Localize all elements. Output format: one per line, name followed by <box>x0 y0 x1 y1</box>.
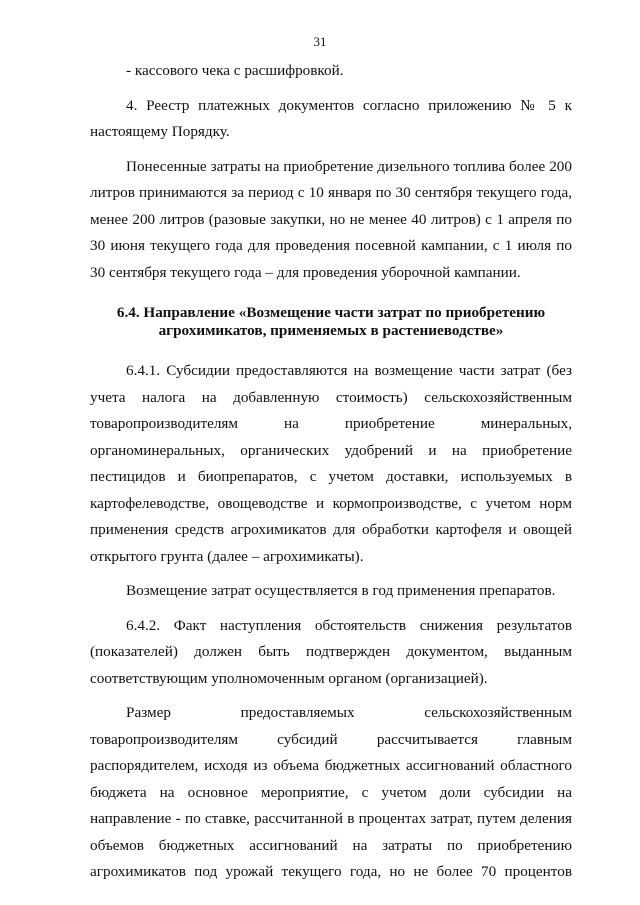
section-heading-line-2: агрохимикатов, применяемых в растениеводстве» <box>158 322 504 339</box>
document-body <box>90 56 572 894</box>
paragraph-reimbursement-year: Возмещение затрат осуществляется в год применения препаратов. <box>126 582 556 599</box>
page-number: 31 <box>313 34 327 49</box>
paragraph-subsidy-size: Размер предоставляемых сельскохозяйственным товаропроизводителям субсидий рассчитывается главным распорядителем, исходя из объема бюджетных ассигнований областного бюджета на основное мероприятие, с учетом доли субсидии на направление - по ставке, рассчитанной в процентах затрат, путем деления объемов бюджетных ассигнований на затраты по приобретению агрохимикатов под урожай текущего года, но не более 70 процентов <box>90 704 572 880</box>
paragraph-receipt: - кассового чека с расшифровкой. <box>126 62 344 79</box>
section-heading-line-1: 6.4. Направление «Возмещение части затрат по приобретению <box>116 304 546 321</box>
section-heading <box>90 304 572 340</box>
paragraph-diesel-costs: Понесенные затраты на приобретение дизельного топлива более 200 литров принимаются за период с 10 января по 30 сентября текущего года, менее 200 литров (разовые закупки, но не менее 40 литров) с 1 апреля по 30 июня текущего года для проведения посевной кампании, с 1 июля по 30 сентября текущего года – для проведения уборочной кампании. <box>90 157 572 281</box>
paragraph-6-4-1: 6.4.1. Субсидии предоставляются на возмещение части затрат (без учета налога на добавленную стоимость) сельскохозяйственным товаропроизводителям на приобретение минеральных, органоминеральных, органических удобрений и на приобретение пестицидов и биопрепаратов, с учетом доставки, используемых в картофелеводстве, овощеводстве и кормопроизводстве, с учетом норм применения средств агрохимикатов для обработки картофеля и овощей открытого грунта (далее – агрохимикаты). <box>90 362 572 565</box>
paragraph-registry: 4. Реестр платежных документов согласно приложению № 5 к настоящему Порядку. <box>90 96 572 140</box>
paragraph-6-4-2: 6.4.2. Факт наступления обстоятельств снижения результатов (показателей) должен быть подтвержден документом, выданным соответствующим уполномоченным органом (организацией). <box>90 616 572 687</box>
